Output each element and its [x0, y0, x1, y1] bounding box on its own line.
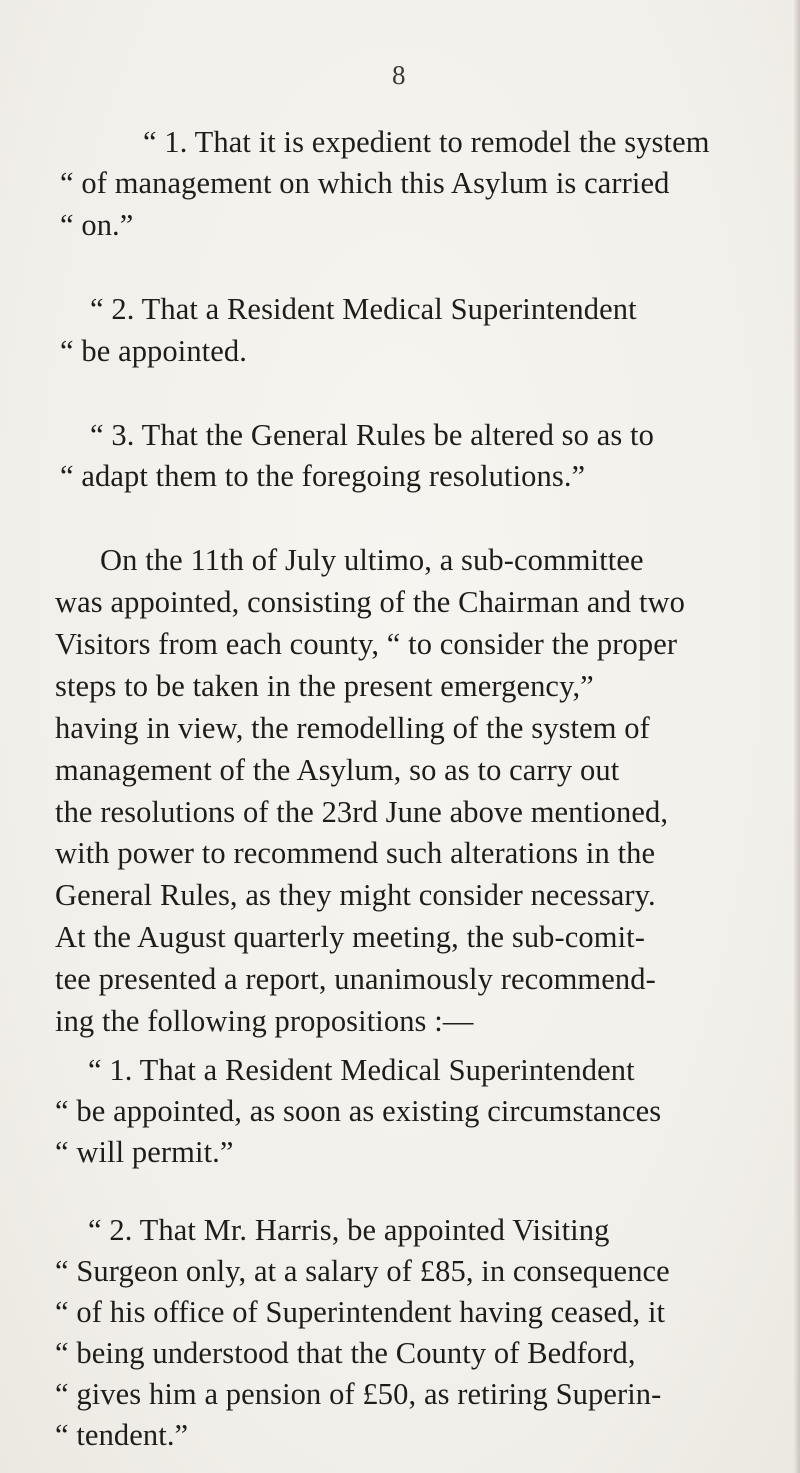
paragraph-line-9: General Rules, as they might consider necessary. — [55, 878, 656, 912]
resolution-2-line-2: “ be appointed. — [60, 334, 247, 368]
proposition-1-line-1: “ 1. That a Resident Medical Superintendent — [88, 1053, 635, 1087]
proposition-2-line-5: “ gives him a pension of £50, as retiring Superin- — [55, 1377, 662, 1411]
paragraph-line-3: Visitors from each county, “ to consider the proper — [55, 627, 678, 661]
resolution-2-line-1: “ 2. That a Resident Medical Superintendent — [90, 292, 637, 326]
resolution-3-line-2: “ adapt them to the foregoing resolutions.” — [60, 459, 586, 493]
page-number: 8 — [392, 60, 406, 90]
paragraph-line-7: the resolutions of the 23rd June above mentioned, — [55, 795, 669, 829]
resolution-3-line-1: “ 3. That the General Rules be altered so as to — [90, 418, 654, 452]
resolution-1-line-2: “ of management on which this Asylum is carried — [60, 166, 670, 200]
paragraph-line-8: with power to recommend such alterations in the — [55, 836, 656, 870]
proposition-2-line-2: “ Surgeon only, at a salary of £85, in consequence — [55, 1254, 670, 1288]
proposition-2-line-4: “ being understood that the County of Bedford, — [55, 1336, 636, 1370]
paragraph-line-5: having in view, the remodelling of the system of — [55, 711, 650, 745]
paragraph-line-4: steps to be taken in the present emergency,” — [55, 669, 594, 703]
resolution-1-line-3: “ on.” — [60, 208, 134, 242]
paragraph-line-12: ing the following propositions :— — [55, 1004, 474, 1038]
proposition-1-line-3: “ will permit.” — [55, 1135, 234, 1169]
paragraph-line-1: On the 11th of July ultimo, a sub-committee — [100, 543, 644, 577]
proposition-2-line-3: “ of his office of Superintendent having ceased, it — [55, 1295, 666, 1329]
paragraph-line-11: tee presented a report, unanimously recommend- — [55, 962, 656, 996]
paragraph-line-10: At the August quarterly meeting, the sub-comit- — [55, 920, 646, 954]
proposition-2-line-1: “ 2. That Mr. Harris, be appointed Visiting — [88, 1213, 610, 1247]
resolution-1-line-1: “ 1. That it is expedient to remodel the system — [143, 125, 710, 159]
paragraph-line-2: was appointed, consisting of the Chairman and two — [55, 585, 686, 619]
proposition-1-line-2: “ be appointed, as soon as existing circumstances — [55, 1094, 662, 1128]
proposition-2-line-6: “ tendent.” — [55, 1418, 189, 1452]
paragraph-line-6: management of the Asylum, so as to carry out — [55, 753, 620, 787]
page-edge — [794, 0, 800, 1473]
